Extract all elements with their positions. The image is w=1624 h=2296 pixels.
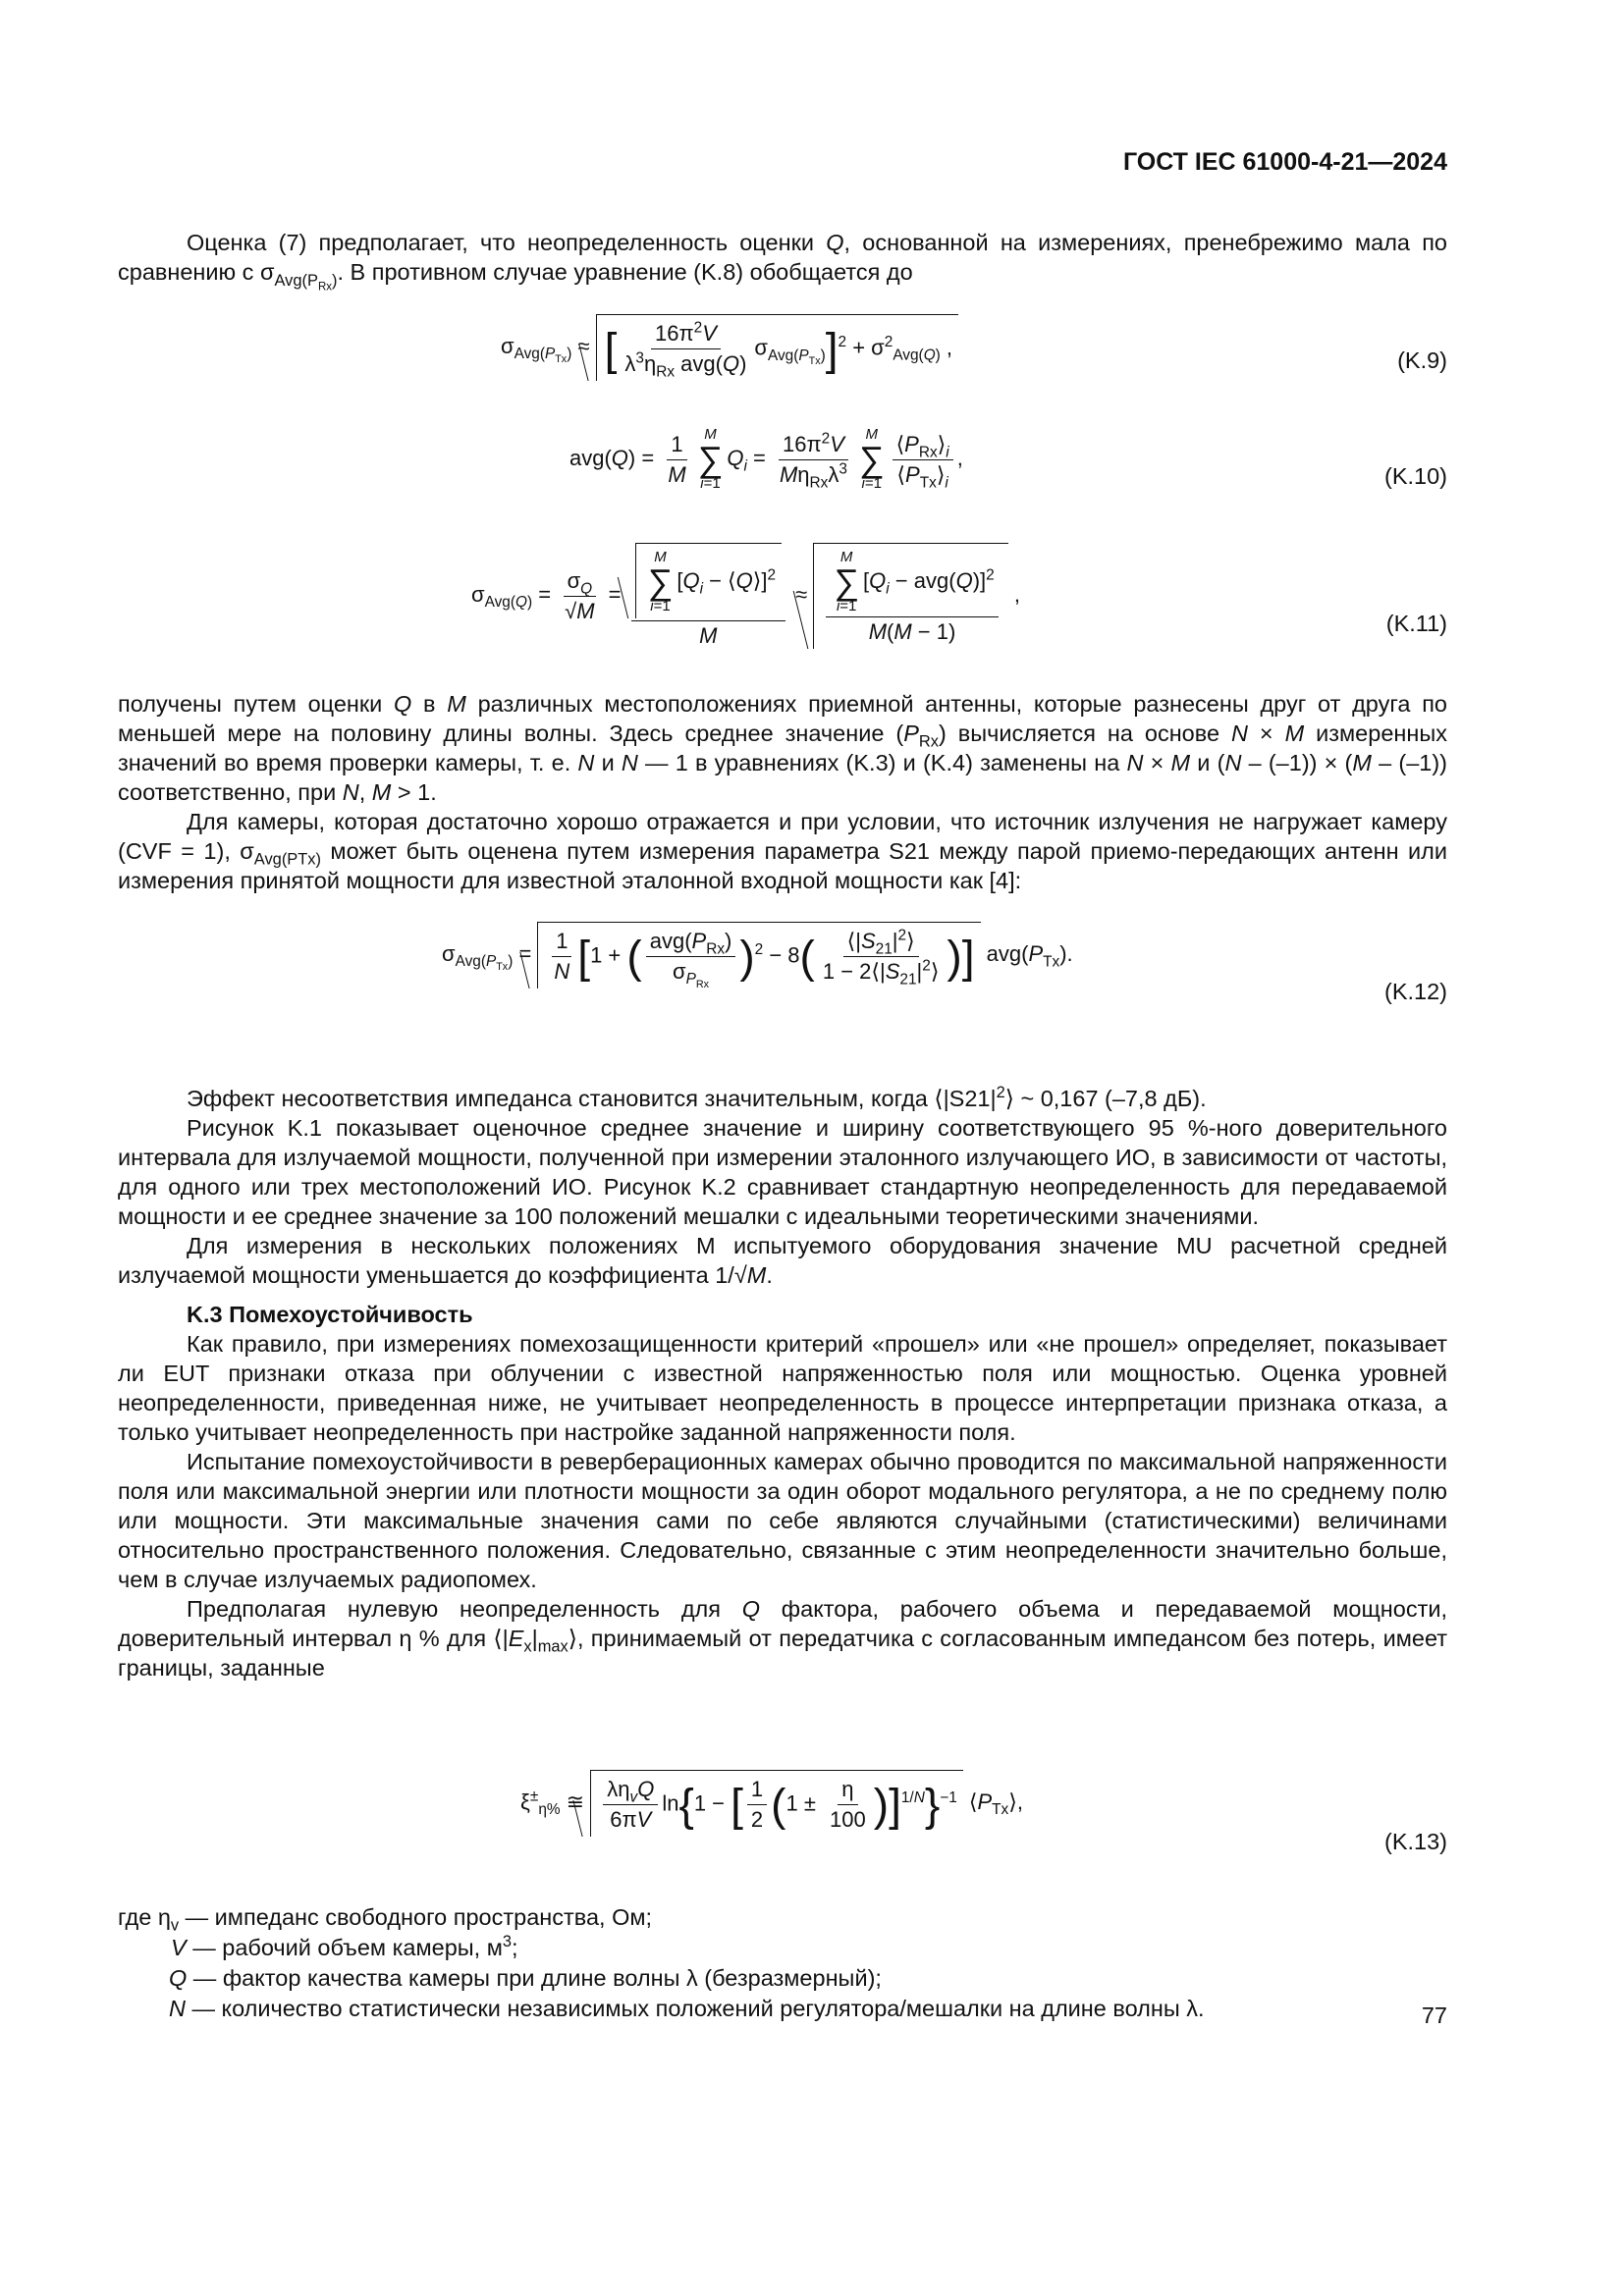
- definition-item: V — рабочий объем камеры, $м^3$;: [171, 1933, 518, 1960]
- equation-k11: $\sigma_{Avg(Q)}$ = $\frac{\sigma_Q}{√M}$ = M ∑ i=1 [$Q_i$ − ⟨Q⟩]$^2$ M ≈ M ∑ i=1 $[Q_i - avg(Q)]^2$ M(M − 1) , (K.11): [118, 538, 1447, 675]
- equation-number: (K.11): [1385, 611, 1447, 636]
- paragraph-k3-1: Как правило, при измерениях помехозащищенности критерий «прошел» или «не прошел» определяет, показывает ли EUT признаки отказа при облучении с известной напряженностью поля или мощностью. Оценка уровней неопределенности, приведенная ниже, не учитывает неопределенность в процессе интерпретации признака отказа, а только учитывает неопределенность при настройке заданной напряженности поля.: [118, 1331, 1447, 1445]
- document-header: ГОСТ IEC 61000-4-21—2024: [1122, 148, 1447, 176]
- equation-number: (K.13): [1384, 1829, 1447, 1854]
- paragraph-1: Оценка (7) предполагает, что неопределенность оценки Q, основанной на измерениях, пренебрежимо мала по сравнению с $\sigma_{Avg(P_{Rx})}$. В противном случае уравнение (K.8) обобщается до: [118, 230, 1447, 293]
- paragraph-3: Эффект несоответствия импеданса становится значительным, когда $⟨|S21|^2⟩$ ~ 0,167 (–7,8 дБ). Рисунок K.1 показывает оценочное среднее значение и ширину соответствующего 95 %-ного доверительного интервала для излучаемой мощности, полученной при измерении эталонного излучающего ИО, в зависимости от частоты, для одного или трех местоположений ИО. Рисунок K.2 сравнивает стандартную неопределенность для передаваемой мощности и ее среднее значение за 100 положений мешалки с идеальными теоретическими значениями. Для измерения в нескольких положениях M испытуемого оборудования значение MU расчетной средней излучаемой мощности уменьшается до коэффициента 1/√M. K.3 Помехоустойчивость Как правило, при измерениях помехозащищенности критерий «прошел» или «не прошел» определяет, показывает ли EUT признаки отказа при облучении с известной напряженностью поля или мощностью. Оценка уровней неопределенности, приведенная ниже, не учитывает неопределенность в процессе интерпретации признака отказа, а только учитывает неопределенность при настройке заданной напряженности поля. Испытание помехоустойчивости в реверберационных камерах обычно проводится по максимальной напряженности поля или максимальной энергии или плотности мощности за один оборот модального регулятора, а не по среднему полю или мощности. Эти максимальные значения сами по себе являются случайными (статистическими) величинами относительно пространственного положения. Следовательно, связанные с этим неопределенности значительно больше, чем в случае излучаемых радиопомех. Предполагая нулевую неопределенность для Q фактора, рабочего объема и передаваемой мощности, доверительный интервал η % для $⟨|E_x|_{max}⟩$, принимаемый от передатчика с согласованным импедансом без потерь, имеет границы, заданные: [118, 1084, 1447, 1681]
- equation-k10: avg(Q) = $\frac{1}{M}$ M ∑ i=1 $Q_i$ = $\frac{16\pi^2V}{M\eta_{Rx}\lambda^3}$ M ∑ i=1 $\frac{⟨P_{Rx}⟩_i}{⟨P_{Tx}⟩_i}$ , (K.10): [569, 426, 1447, 492]
- paragraph-2: получены путем оценки Q в M различных местоположениях приемной антенны, которые разнесены друг от друга по меньшей мере на половину длины волны. Здесь среднее значение $(P_{Rx})$ вычисляется на основе N × M измеренных значений во время проверки камеры, т. е. N и N — 1 в уравнениях (K.3) и (K.4) заменены на N × M и (N – (–1)) × (M – (–1)) соответственно, при N, M > 1. Для камеры, которая достаточно хорошо отражается и при условии, что источник излучения не нагружает камеру (CVF = 1), $\sigma_{Avg(PTx)}$ может быть оценена путем измерения параметра S21 между парой приемо-передающих антенн или измерения принятой мощности для известной эталонной входной мощности как [4]:: [118, 691, 1447, 893]
- equation-k12: $\sigma_{Avg(P_{Tx})}$ = $\frac{1}{N}$ [1 + ( $\frac{avg(P_{Rx})}{\sigma_{P_{Rx}}}$ )$^2$ − 8( $\frac{⟨|S_{21}|^2⟩}{1 - 2⟨|S_{21}|^2⟩}$ )] $avg(P_{Tx})$. (K.12): [118, 918, 1447, 1055]
- equation-k9: $\sigma_{Avg(P_{Tx})}$ ≈ [ $\frac{16\pi^2V}{\lambda^3\eta_{Rx} avg(Q)}$ $\sigma_{Avg(P_{Tx})}]^2 + \sigma^2_{Avg(Q)}$ , (K.9): [118, 294, 1447, 432]
- definition-item: где $\eta_v$ — импеданс свободного пространства, Ом;: [118, 1904, 653, 1935]
- definition-item: Q — фактор качества камеры при длине волны λ (безразмерный);: [169, 1965, 882, 1991]
- paragraph-k3-2: Испытание помехоустойчивости в реверберационных камерах обычно проводится по максимальной напряженности поля или максимальной энергии или плотности мощности за один оборот модального регулятора, а не по среднему полю или мощности. Эти максимальные значения сами по себе являются случайными (статистическими) величинами относительно пространственного положения. Следовательно, связанные с этим неопределенности значительно больше, чем в случае излучаемых радиопомех.: [118, 1449, 1447, 1592]
- equation-k13: $\xi^\pm_{\eta\%}$ ≅ $\frac{\lambda\eta_vQ}{6\pi V}$ ln{1 − [ $\frac{1}{2}$ (1 ± $\frac{\eta}{100}$ )]$^{1/N}$}$^{-1}$ $⟨P_{Tx}⟩$, (K.13): [118, 1762, 1447, 1899]
- equation-number: (K.10): [1384, 463, 1447, 489]
- section-heading: K.3 Помехоустойчивость: [187, 1302, 473, 1327]
- definition-item: N — количество статистически независимых положений регулятора/мешалки на длине волны λ.: [169, 1996, 1205, 2021]
- variable-definitions: [118, 1902, 1205, 2024]
- equation-number: (K.9): [1397, 347, 1447, 373]
- page-number: 77: [1421, 2002, 1447, 2028]
- equation-number: (K.12): [1384, 979, 1447, 1004]
